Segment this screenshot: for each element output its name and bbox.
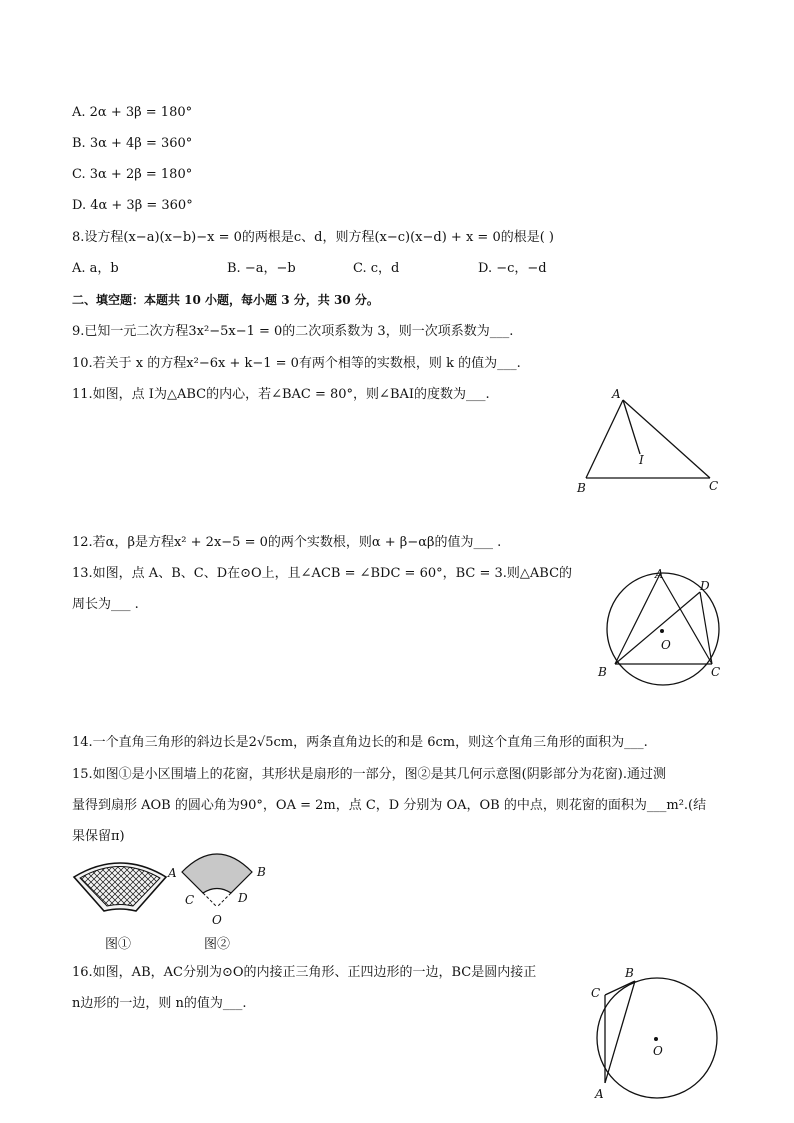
q7-option-b: B. 3α + 4β = 360° xyxy=(72,136,193,151)
q13-edge-ab xyxy=(615,574,660,664)
q15-sector-figure xyxy=(160,848,278,930)
q7-option-a: A. 2α + 3β = 180° xyxy=(72,105,193,120)
q8-option-d: D. −c，−d xyxy=(478,261,547,276)
q16-circle-figure xyxy=(585,962,730,1102)
q15-dashed-od xyxy=(217,893,231,907)
q13-circle-figure xyxy=(590,565,730,683)
q13-edge-bd xyxy=(615,592,700,664)
q9: 9.已知一元二次方程3x²−5x−1 = 0的二次项系数为 3，则一次项系数为___. xyxy=(72,324,514,339)
q13-line1: 13.如图，点 A、B、C、D在⊙O上，且∠ACB = ∠BDC = 60°，BC = 3.则△ABC的 xyxy=(72,566,573,581)
q15-window-lattice xyxy=(80,867,160,907)
q15-dashed-oc xyxy=(203,893,217,907)
q13-line2: 周长为___ . xyxy=(72,597,139,612)
q15-label-o: O xyxy=(212,913,222,927)
q16-center-point xyxy=(654,1037,658,1041)
q8-stem: 8.设方程(x−a)(x−b)−x = 0的两根是c、d，则方程(x−c)(x−d) + x = 0的根是( ) xyxy=(72,230,554,245)
q14: 14.一个直角三角形的斜边长是2√5cm，两条直角边长的和是 6cm，则这个直角三角形的面积为___. xyxy=(72,735,648,750)
q11-edge-ab xyxy=(586,400,623,478)
q12: 12.若α，β是方程x² + 2x−5 = 0的两个实数根，则α + β−αβ的值为___ . xyxy=(72,535,502,550)
q13-center-point xyxy=(660,629,664,633)
q16-chord-ab xyxy=(605,981,635,1083)
q11: 11.如图，点 I为△ABC的内心，若∠BAC = 80°，则∠BAI的度数为___. xyxy=(72,387,490,402)
q15-line1: 15.如图①是小区围墙上的花窗，其形状是扇形的一部分，图②是其几何示意图(阴影部分为花窗).通过测 xyxy=(72,767,666,782)
q13-label-b: B xyxy=(598,665,607,679)
section-heading: 二、填空题：本题共 10 小题，每小题 3 分，共 30 分。 xyxy=(72,293,379,307)
q15-line2: 量得到扇形 AOB 的圆心角为90°，OA = 2m，点 C，D 分别为 OA，OB 的中点，则花窗的面积为___m².(结 xyxy=(72,798,707,813)
q11-label-c: C xyxy=(709,479,719,493)
q13-label-c: C xyxy=(711,665,721,679)
q15-caption-1: 图① xyxy=(105,937,132,952)
q15-label-a: A xyxy=(168,866,177,880)
q11-label-b: B xyxy=(577,481,586,495)
q8-option-a: A. a，b xyxy=(72,261,119,276)
q13-label-d: D xyxy=(700,579,710,593)
q7-option-d: D. 4α + 3β = 360° xyxy=(72,198,193,213)
q15-label-b: B xyxy=(257,865,266,879)
q16-label-c: C xyxy=(591,986,601,1000)
q15-line3: 果保留π) xyxy=(72,829,125,844)
q11-triangle-figure xyxy=(570,384,730,496)
q15-label-c: C xyxy=(185,893,195,907)
q8-option-b: B. −a，−b xyxy=(227,261,296,276)
q8-option-c: C. c，d xyxy=(353,261,400,276)
q16-line1: 16.如图，AB，AC分别为⊙O的内接正三角形、正四边形的一边，BC是圆内接正 xyxy=(72,965,537,980)
q10: 10.若关于 x 的方程x²−6x + k−1 = 0有两个相等的实数根，则 k 的值为___. xyxy=(72,356,521,371)
q16-label-a: A xyxy=(595,1087,604,1101)
q7-option-c: C. 3α + 2β = 180° xyxy=(72,167,193,182)
q15-label-d: D xyxy=(238,891,248,905)
q15-window-figure xyxy=(70,855,170,915)
q15-shaded-region xyxy=(182,854,252,893)
q16-chord-bc xyxy=(605,981,635,995)
q16-label-o: O xyxy=(653,1044,663,1058)
q13-label-o: O xyxy=(661,638,671,652)
q11-label-a: A xyxy=(612,387,621,401)
q16-line2: n边形的一边，则 n的值为___. xyxy=(72,996,247,1011)
q13-label-a: A xyxy=(655,567,664,581)
q11-label-i: I xyxy=(639,453,644,467)
q16-label-b: B xyxy=(625,966,634,980)
q11-edge-ac xyxy=(623,400,710,478)
q15-caption-2: 图② xyxy=(204,937,231,952)
